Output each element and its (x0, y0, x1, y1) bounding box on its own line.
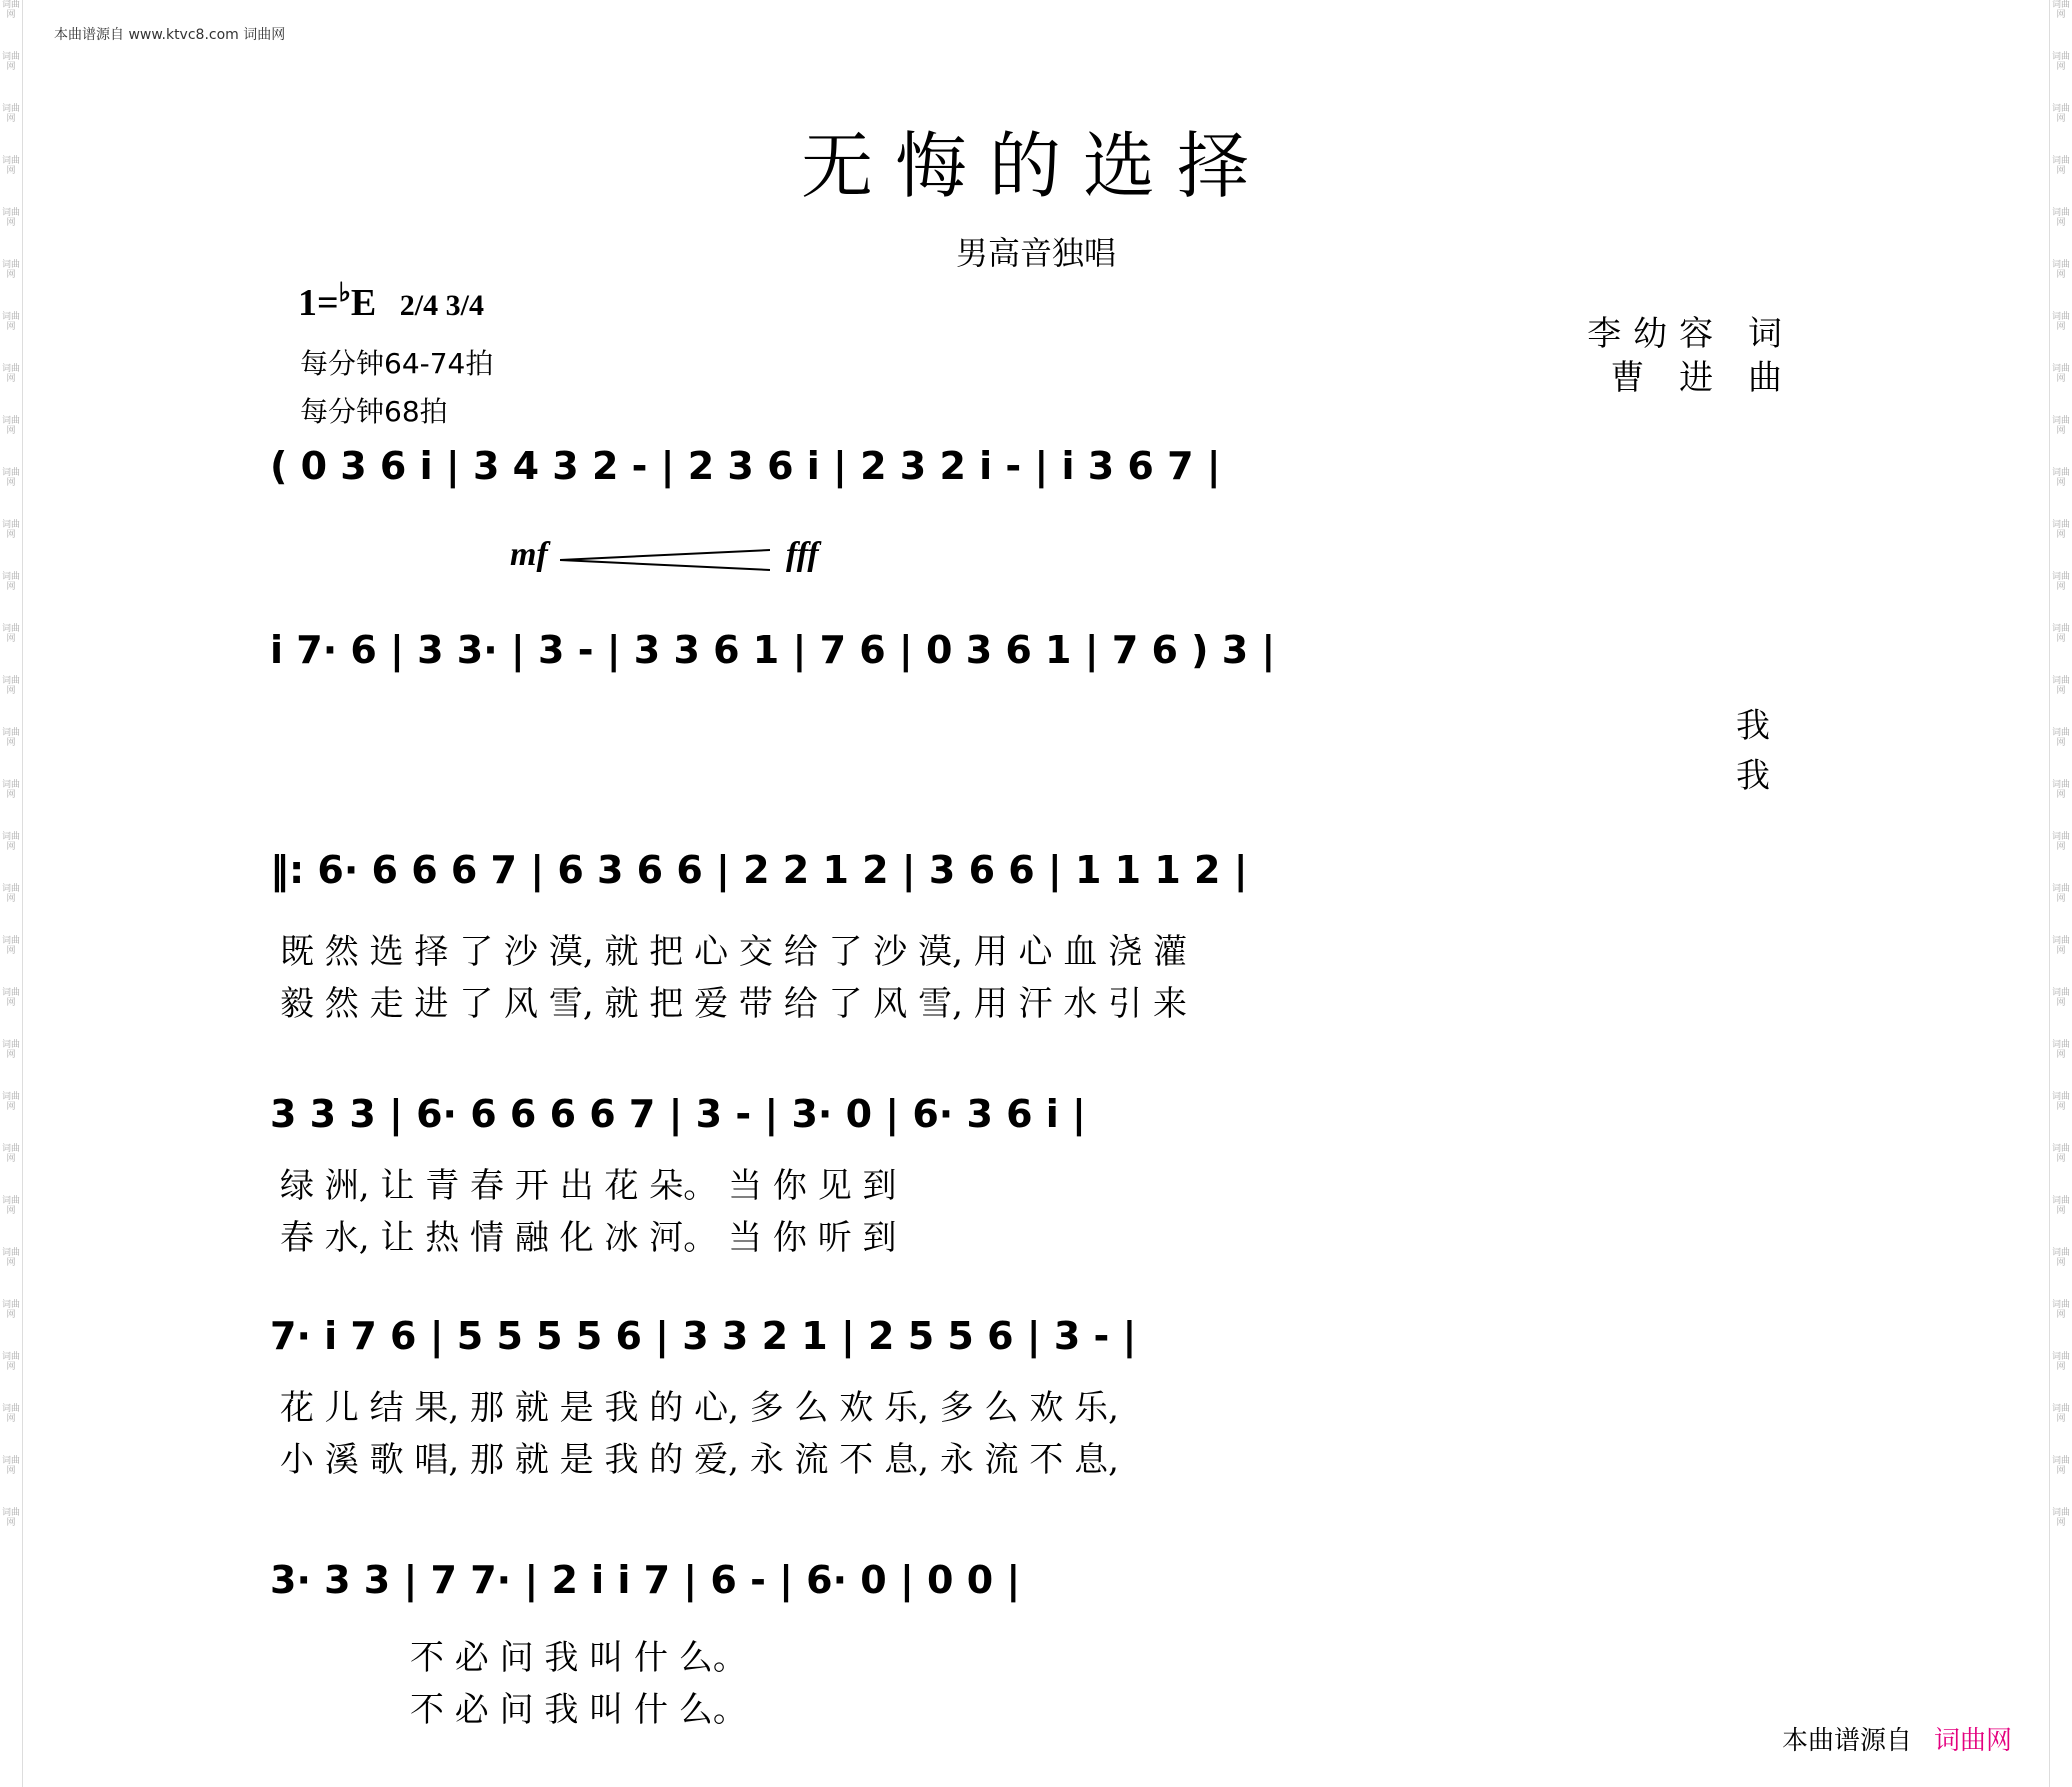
notes-row-3: ‖: 6· 6 6 6 7 | 6 3 6 6 | 2 2 1 2 | 3 6 6 | 1 1 1 2 | (270, 848, 1248, 892)
source-link-top[interactable]: 本曲谱源自 www.ktvc8.com 词曲网 (54, 27, 286, 43)
notes-row-2: i 7· 6 | 3 3· | 3 - | 3 3 6 1 | 7 6 | 0 3 6 1 | 7 6 ) 3 | (270, 628, 1276, 672)
lyric-row-3-verse-1: 既 然 选 择 了 沙 漠, 就 把 心 交 给 了 沙 漠, 用 心 血 浇 灌 (280, 932, 1187, 972)
notes-row-5: 7· i 7 6 | 5 5 5 5 6 | 3 3 2 1 | 2 5 5 6 | 3 - | (270, 1314, 1137, 1358)
staff-row-2 (270, 620, 1800, 796)
time-signature: 2/4 3/4 (399, 289, 484, 322)
tempo-range: 每分钟64-74拍 (300, 347, 494, 380)
lyric-row-4-verse-1: 绿 洲, 让 青 春 开 出 花 朵。 当 你 见 到 (280, 1166, 897, 1206)
notes-row-4: 3 3 3 | 6· 6 6 6 6 7 | 3 - | 3· 0 | 6· 3 6 i | (270, 1092, 1086, 1136)
staff-row-5 (270, 1306, 1800, 1486)
lyric-row-2-verse-2: 我 (1736, 756, 1770, 796)
tempo-value: 每分钟68拍 (300, 395, 448, 428)
lyric-row-5-verse-1: 花 儿 结 果, 那 就 是 我 的 心, 多 么 欢 乐, 多 么 欢 乐, (280, 1388, 1119, 1428)
lyric-row-2-verse-1: 我 (1736, 706, 1770, 746)
left-watermark-strip: 词曲网 词曲网 词曲网 词曲网 词曲网 词曲网 词曲网 词曲网 词曲网 词曲网 词曲网 词曲网 词曲网 词曲网 词曲网 词曲网 词曲网 词曲网 词曲网 词曲网 词曲网 词曲网 词曲网 词曲网 词曲网 词曲网 词曲网 词曲网 词曲网 词曲网 (0, 0, 23, 1787)
staff-row-1 (270, 436, 1800, 516)
source-label: 本曲谱源自 (1781, 1726, 1912, 1756)
lyric-row-6-verse-2: 不 必 问 我 叫 什 么。 (410, 1690, 747, 1730)
notes-row-1: ( 0 3 6 i | 3 4 3 2 - | 2 3 6 i | 2 3 2 i - | i 3 6 7 | (270, 444, 1221, 488)
lyric-row-4-verse-2: 春 水, 让 热 情 融 化 冰 河。 当 你 听 到 (280, 1218, 897, 1258)
right-watermark-strip: 词曲网 词曲网 词曲网 词曲网 词曲网 词曲网 词曲网 词曲网 词曲网 词曲网 词曲网 词曲网 词曲网 词曲网 词曲网 词曲网 词曲网 词曲网 词曲网 词曲网 词曲网 词曲网 词曲网 词曲网 词曲网 词曲网 词曲网 词曲网 词曲网 词曲网 (2049, 0, 2072, 1787)
lyric-row-5-verse-2: 小 溪 歌 唱, 那 就 是 我 的 爱, 永 流 不 息, 永 流 不 息, (280, 1440, 1119, 1480)
song-title: 无悔的选择 (800, 124, 1271, 208)
key-label: 1= (298, 282, 339, 324)
staff-row-3 (270, 840, 1800, 1024)
staff-row-4 (270, 1084, 1800, 1264)
dynamic-start: mf (510, 536, 548, 573)
key-letter: E (350, 282, 377, 324)
flat-sign: ♭ (338, 278, 351, 307)
lyricist-credit: 李幼容 词 (1587, 314, 1794, 354)
key-signature (298, 278, 484, 325)
composer-credit: 曹 进 曲 (1610, 358, 1794, 398)
lyric-row-6-verse-1: 不 必 问 我 叫 什 么。 (410, 1638, 747, 1678)
notes-row-6: 3· 3 3 | 7 7· | 2 i i 7 | 6 - | 6· 0 | 0 0 | (270, 1558, 1021, 1602)
lyric-row-3-verse-2: 毅 然 走 进 了 风 雪, 就 把 爱 带 给 了 风 雪, 用 汗 水 引 来 (280, 984, 1187, 1024)
crescendo-hairpin (560, 548, 770, 572)
song-subtitle: 男高音独唱 (955, 234, 1116, 272)
source-footer (1782, 1720, 2012, 1757)
site-link[interactable]: 词曲网 (1933, 1726, 2012, 1756)
staff-row-6 (270, 1550, 1800, 1730)
dynamic-end: fff (786, 536, 819, 573)
